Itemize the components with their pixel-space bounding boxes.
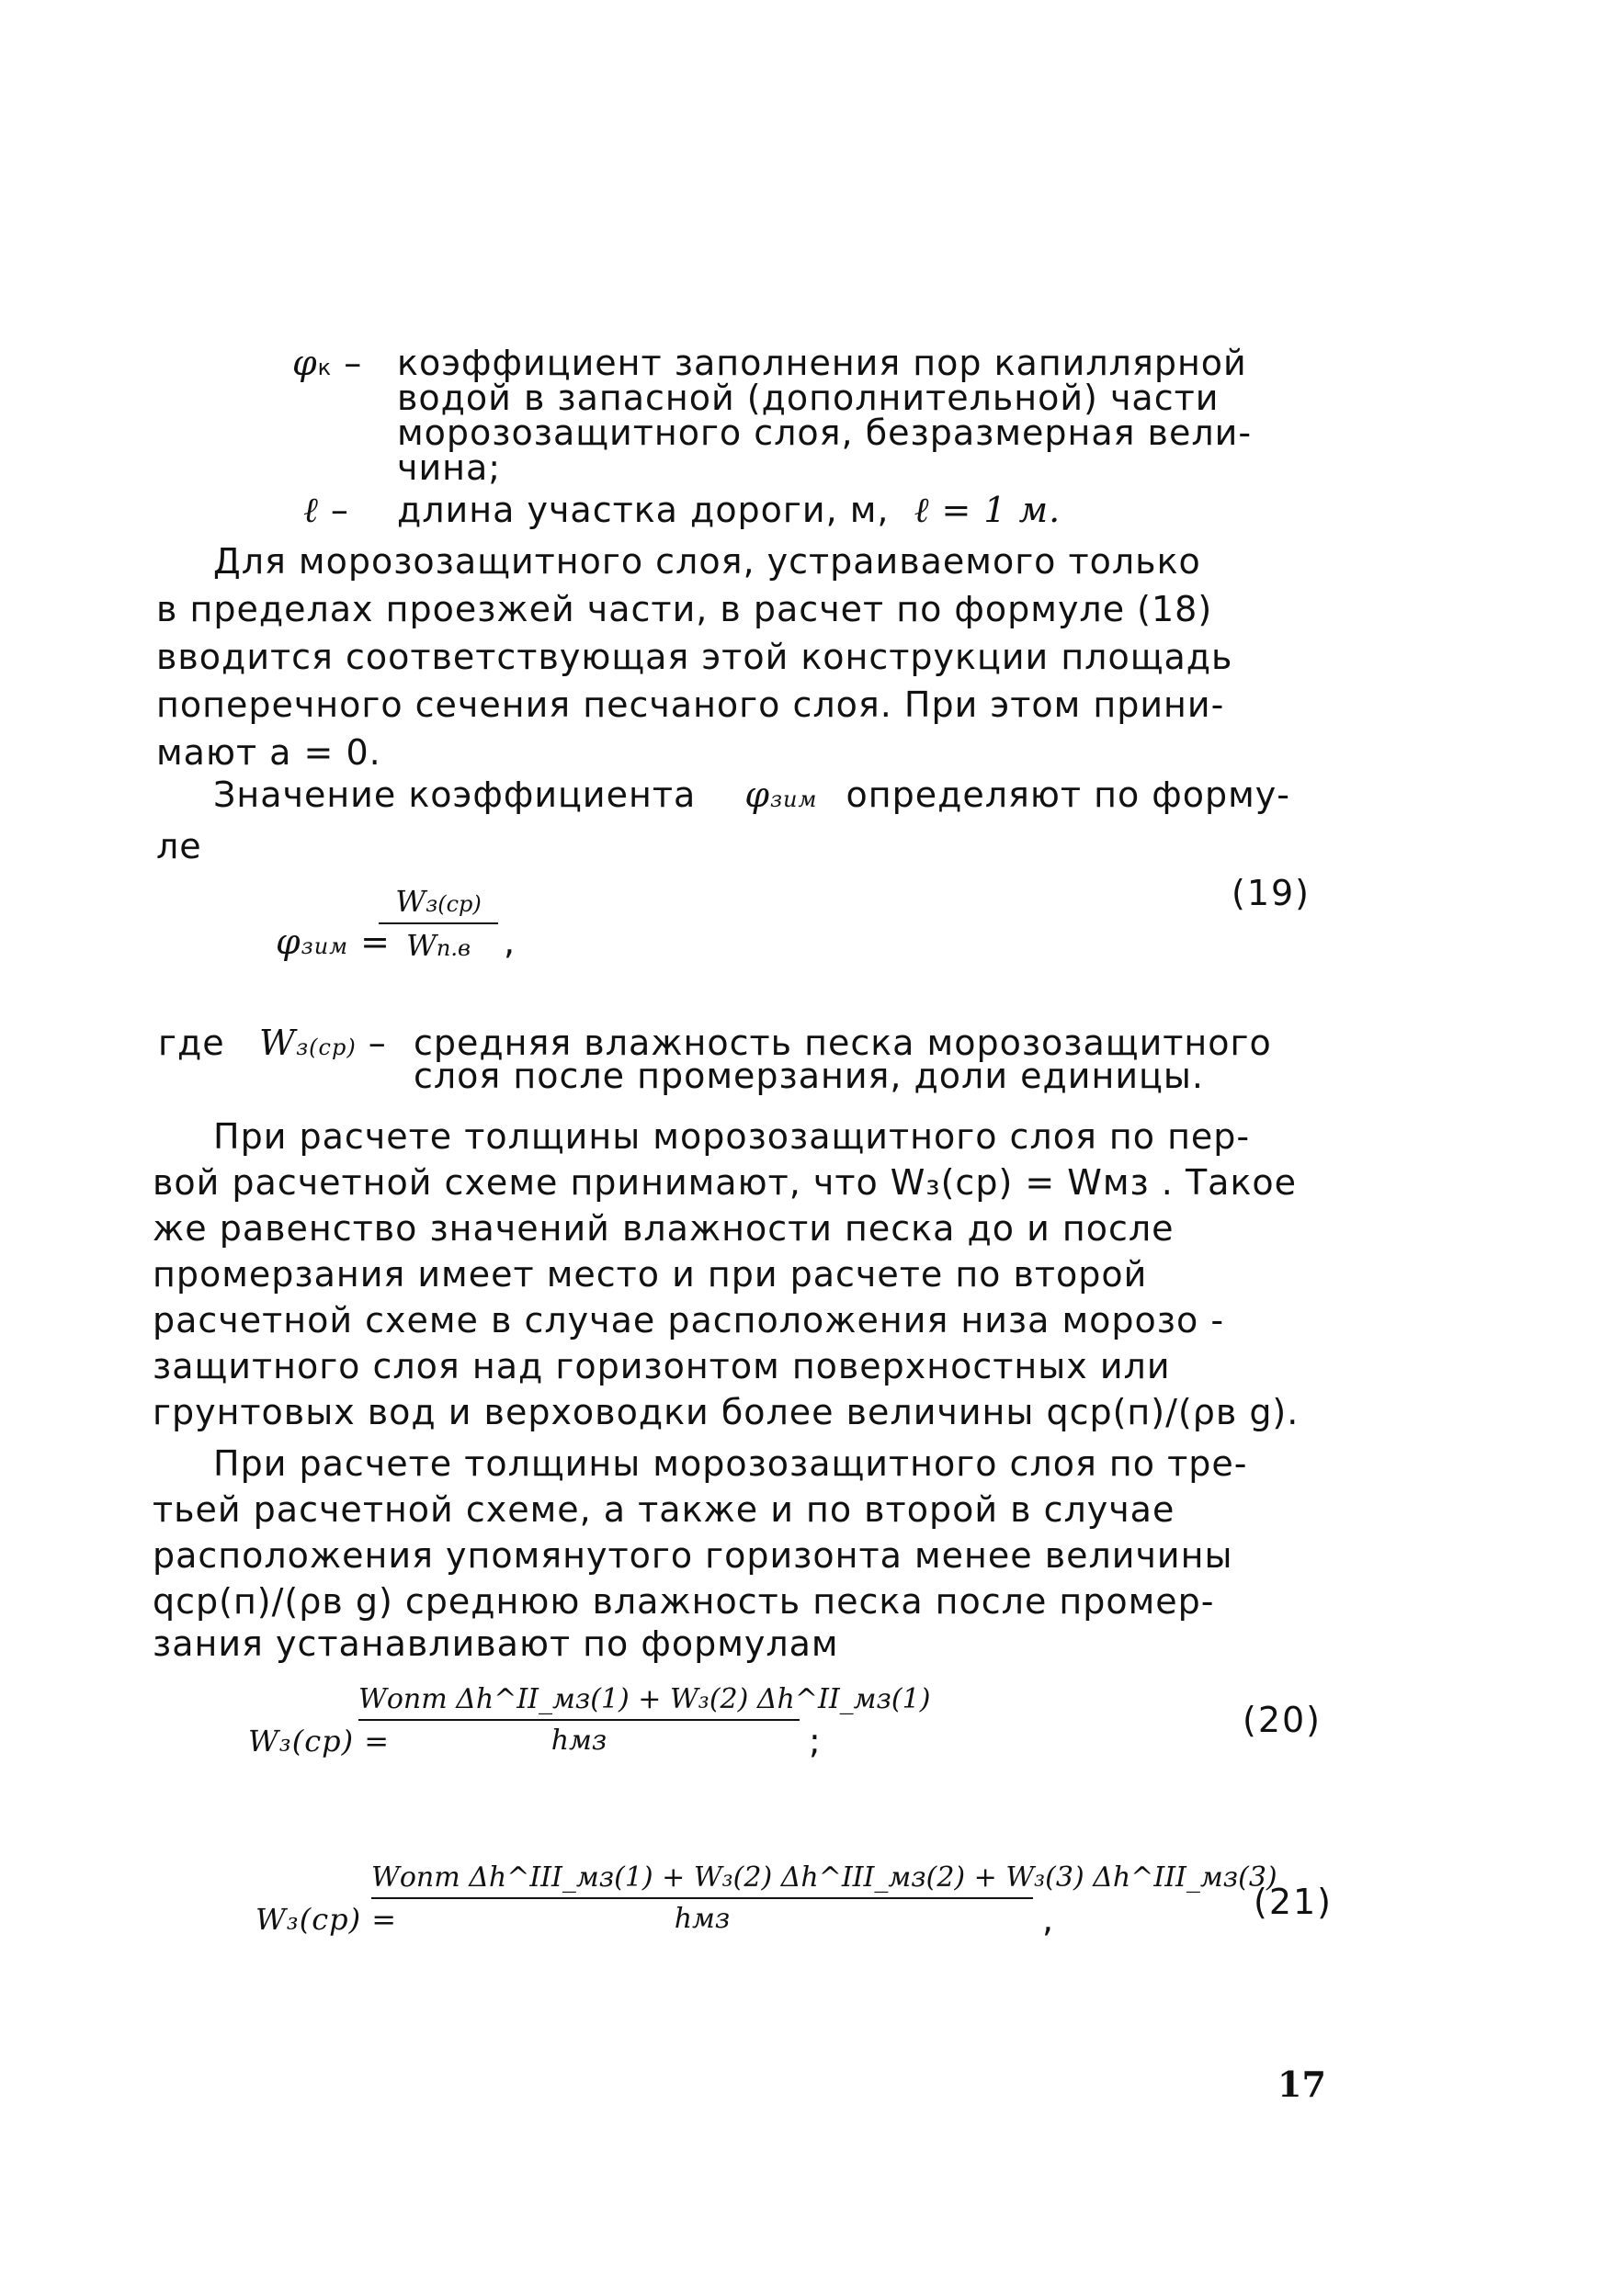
para3-line-5: расчетной схеме в случае расположения низа морозо - — [153, 1300, 1225, 1340]
eq19-numerator: Wз(ср) — [395, 884, 482, 919]
eq20-numerator: Wопт Δh^II_мз(1) + W₃(2) Δh^II_мз(1) — [358, 1683, 931, 1715]
def-phi-k-line-2: водой в запасной (дополнительной) части — [397, 378, 1220, 418]
para1-line-4: поперечного сечения песчаного слоя. При этом прини- — [156, 684, 1225, 725]
eq20-tail: ; — [809, 1721, 822, 1761]
eq21-numerator: Wопт Δh^III_мз(1) + W₃(2) Δh^III_мз(2) + W₃(3) Δh^III_мз(3) — [371, 1861, 1277, 1894]
para1-line-1: Для морозозащитного слоя, устраиваемого только — [213, 541, 1201, 582]
eq19-lhs: φзим = — [276, 922, 391, 962]
eq21-fraction — [371, 1861, 1277, 1935]
para3-line-2: вой расчетной схеме принимают, что W₃(ср) = Wмз . Такое — [153, 1162, 1298, 1203]
eq19-denominator: Wп.в — [406, 928, 471, 963]
eq20-fraction-bar — [358, 1719, 800, 1721]
para3-line-4: промерзания имеет место и при расчете по второй — [153, 1254, 1148, 1295]
para1-line-5: мают a = 0. — [156, 732, 381, 773]
eq20-fraction — [358, 1683, 931, 1757]
def-phi-k-line-3: морозозащитного слоя, безразмерная вели- — [397, 413, 1253, 453]
para3-line-1: При расчете толщины морозозащитного слоя по пер- — [213, 1116, 1251, 1157]
eq21-lhs: W₃(ср) = — [255, 1902, 398, 1937]
para4-line-1: При расчете толщины морозозащитного слоя по тре- — [213, 1443, 1248, 1484]
def-phi-k-line-1: коэффициент заполнения пор капиллярной — [397, 343, 1247, 383]
para3-line-3: же равенство значений влажности песка до и после — [153, 1208, 1175, 1249]
def-phi-k-symbol: φк – — [292, 343, 363, 383]
para1-line-3: вводится соответствующая этой конструкции площадь — [156, 637, 1233, 677]
eq21-denominator: hмз — [674, 1903, 731, 1935]
para4-line-4: qср(п)/(ρв g) среднюю влажность песка после промер- — [153, 1581, 1215, 1622]
para1-line-2: в пределах проезжей части, в расчет по формуле (18) — [156, 589, 1213, 629]
eq19-comma: , — [504, 922, 517, 962]
where-word: где — [158, 1023, 225, 1063]
eq19-fraction-bar — [379, 922, 498, 924]
eq21-fraction-bar — [371, 1897, 1033, 1899]
def-l-text: длина участка дороги, м, ℓ = 1 м. — [397, 490, 1061, 530]
eq19-number: (19) — [1232, 873, 1311, 913]
eq20-number: (20) — [1243, 1700, 1323, 1740]
para2-line-2: ле — [156, 826, 202, 866]
eq19-fraction — [379, 884, 498, 963]
def-phi-k-line-4: чина; — [397, 447, 502, 488]
def-l-symbol: ℓ – — [303, 490, 349, 530]
eq20-lhs: W₃(ср) = — [248, 1724, 391, 1759]
where-line-2: слоя после промерзания, доли единицы. — [414, 1056, 1204, 1096]
para4-line-2: тьей расчетной схеме, а также и по второй в случае — [153, 1489, 1175, 1530]
para4-line-3: расположения упомянутого горизонта менее величины — [153, 1535, 1233, 1576]
para4-line-5: зания устанавливают по формулам — [153, 1623, 839, 1664]
page-number: 17 — [1277, 2064, 1326, 2105]
eq20-denominator: hмз — [551, 1725, 607, 1757]
para3-line-7: грунтовых вод и верховодки более величины qср(п)/(ρв g). — [153, 1392, 1300, 1432]
where-symbol: Wз(ср) – — [259, 1023, 387, 1063]
para2-line-1: Значение коэффициента φзим определяют по форму- — [213, 775, 1291, 815]
eq21-tail: , — [1042, 1899, 1055, 1940]
eq21-number: (21) — [1254, 1882, 1334, 1922]
para3-line-6: защитного слоя над горизонтом поверхностных или — [153, 1346, 1171, 1386]
where-line-1: средняя влажность песка морозозащитного — [414, 1023, 1272, 1063]
